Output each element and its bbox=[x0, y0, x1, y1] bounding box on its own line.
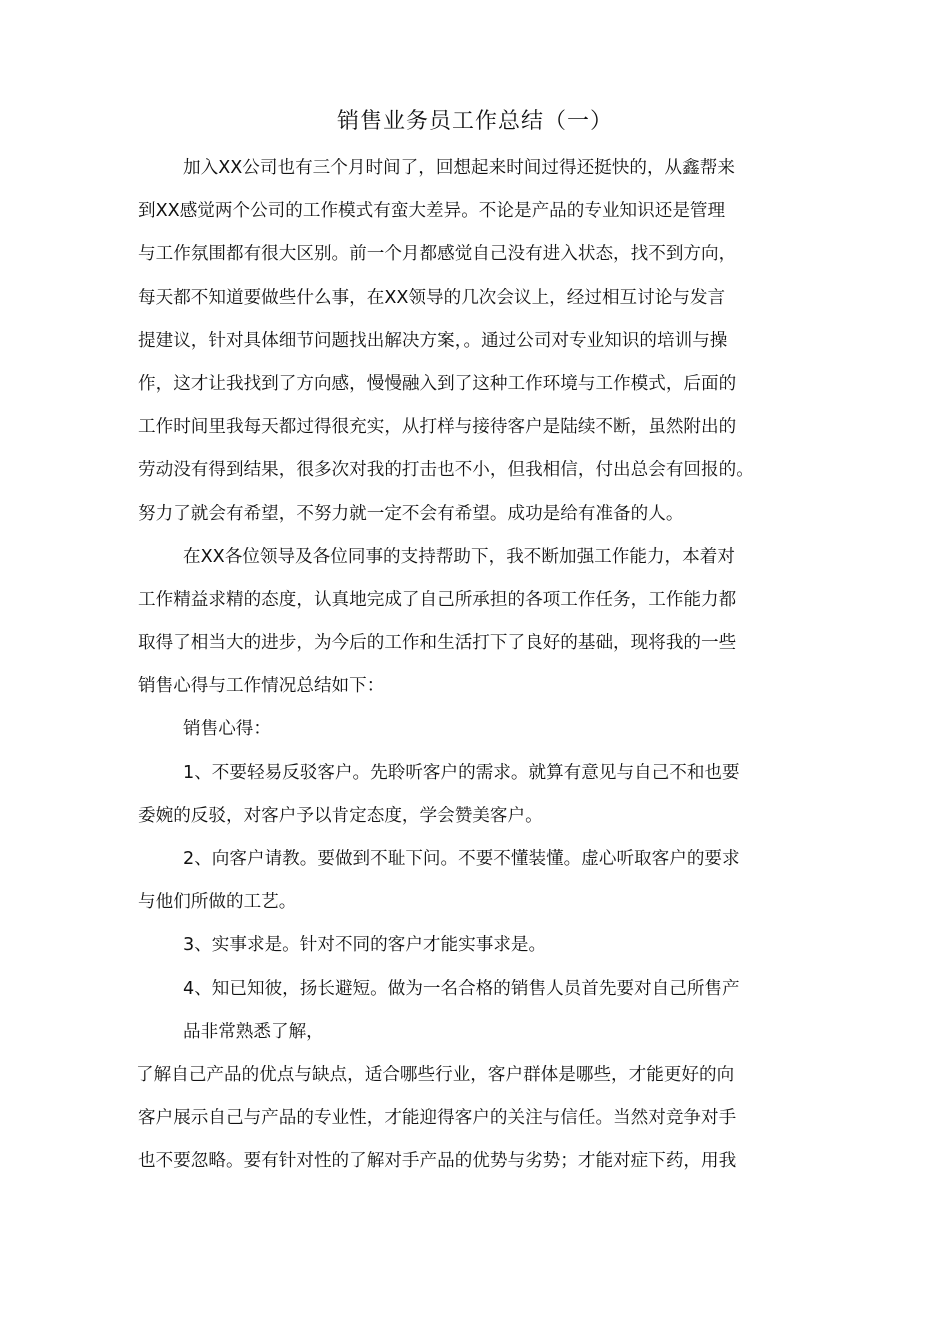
paragraph-line: 工作时间里我每天都过得很充实，从打样与接待客户是陆续不断，虽然附出的 bbox=[138, 417, 737, 438]
paragraph-line: 销售心得与工作情况总结如下： bbox=[138, 676, 385, 697]
document-title: 销售业务员工作总结（一） bbox=[336, 109, 613, 134]
paragraph-line: 提建议，针对具体细节问题找出解决方案，。通过公司对专业知识的培训与操 bbox=[138, 330, 728, 351]
paragraph-line: 取得了相当大的进步，为今后的工作和生活打下了良好的基础，现将我的一些 bbox=[138, 633, 737, 654]
list-item: 3、实事求是。针对不同的客户才能实事求是。 bbox=[183, 935, 547, 956]
paragraph-line: 劳动没有得到结果，很多次对我的打击也不小，但我相信，付出总会有回报的。 bbox=[138, 460, 754, 481]
paragraph-line: 作，这才让我找到了方向感，慢慢融入到了这种工作环境与工作模式，后面的 bbox=[138, 373, 737, 394]
section-heading: 销售心得： bbox=[183, 719, 271, 740]
paragraph-line: 客户展示自己与产品的专业性，才能迎得客户的关注与信任。当然对竞争对手 bbox=[138, 1108, 737, 1129]
paragraph-line: 到XX感觉两个公司的工作模式有蛮大差异。不论是产品的专业知识还是管理 bbox=[138, 201, 726, 222]
paragraph-line: 在XX各位领导及各位同事的支持帮助下，我不断加强工作能力，本着对 bbox=[183, 546, 735, 567]
list-item-continuation: 品非常熟悉了解， bbox=[183, 1021, 324, 1042]
list-item: 4、知已知彼，扬长避短。做为一名合格的销售人员首先要对自己所售产 bbox=[183, 978, 740, 999]
paragraph-line: 与工作氛围都有很大区别。前一个月都感觉自己没有进入状态，找不到方向， bbox=[138, 244, 737, 265]
list-item: 1、不要轻易反驳客户。先聆听客户的需求。就算有意见与自己不和也要 bbox=[183, 762, 740, 783]
list-item-continuation: 与他们所做的工艺。 bbox=[138, 892, 297, 913]
paragraph-line: 努力了就会有希望，不努力就一定不会有希望。成功是给有准备的人。 bbox=[138, 503, 684, 524]
paragraph-line: 了解自己产品的优点与缺点，适合哪些行业，客户群体是哪些，才能更好的向 bbox=[136, 1064, 735, 1085]
document-body bbox=[138, 147, 838, 1184]
list-item: 2、向客户请教。要做到不耻下问。不要不懂装懂。虚心听取客户的要求 bbox=[183, 849, 740, 869]
paragraph-line: 也不要忽略。要有针对性的了解对手产品的优势与劣势；才能对症下药，用我 bbox=[138, 1151, 737, 1172]
paragraph-line: 每天都不知道要做些什么事，在XX领导的几次会议上，经过相互讨论与发言 bbox=[138, 287, 726, 308]
paragraph-line: 工作精益求精的态度，认真地完成了自己所承担的各项工作任务，工作能力都 bbox=[138, 589, 737, 610]
paragraph-line: 加入XX公司也有三个月时间了，回想起来时间过得还挺快的，从鑫帮来 bbox=[183, 158, 735, 178]
list-item-continuation: 委婉的反驳，对客户予以肯定态度，学会赞美客户。 bbox=[138, 805, 543, 826]
